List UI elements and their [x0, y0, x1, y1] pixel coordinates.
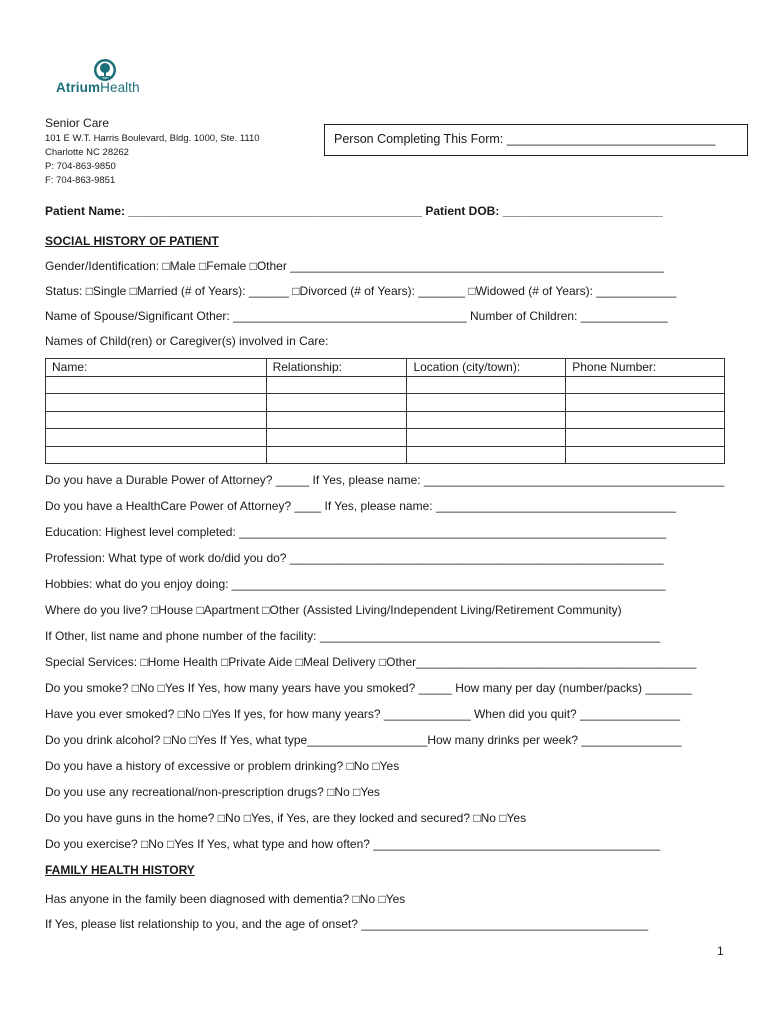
special-services-field[interactable]: Special Services: □Home Health □Private Aide □Meal Delivery □Other__________________________________________	[45, 655, 697, 669]
ever-smoked-field[interactable]: Have you ever smoked? □No □Yes If yes, for how many years? _____________ When did you quit? _______________	[45, 707, 681, 721]
table-row	[46, 429, 725, 447]
logo-brand-bold: Atrium	[56, 80, 101, 95]
atrium-health-logo	[56, 58, 156, 98]
table-cell[interactable]	[266, 376, 407, 394]
education-field[interactable]: Education: Highest level completed: ________________________________________________________________	[45, 525, 667, 539]
marital-status-field[interactable]: Status: □Single □Married (# of Years): ______ □Divorced (# of Years): _______ □Widowed (# of Years): ____________	[45, 284, 677, 298]
table-row	[46, 411, 725, 429]
table-cell[interactable]	[266, 446, 407, 464]
address-line-phone: P: 704-863-9850	[45, 161, 116, 172]
address-line-fax: F: 704-863-9851	[45, 175, 116, 186]
family-history-heading: FAMILY HEALTH HISTORY	[45, 863, 195, 877]
table-row	[46, 394, 725, 412]
column-header-phone: Phone Number:	[566, 359, 725, 377]
table-cell[interactable]	[407, 429, 566, 447]
table-cell[interactable]	[566, 394, 725, 412]
smoke-field[interactable]: Do you smoke? □No □Yes If Yes, how many years have you smoked? _____ How many per day (number/packs) _______	[45, 681, 693, 695]
table-cell[interactable]	[46, 376, 267, 394]
org-name: Senior Care	[45, 116, 110, 130]
table-cell[interactable]	[46, 446, 267, 464]
person-completing-field[interactable]: Person Completing This Form: ______________________________	[334, 132, 716, 146]
table-cell[interactable]	[46, 429, 267, 447]
logo-brand-light: Health	[100, 80, 140, 95]
alcohol-field[interactable]: Do you drink alcohol? □No □Yes If Yes, what type__________________How many drinks per week? _______________	[45, 733, 682, 747]
column-header-location: Location (city/town):	[407, 359, 566, 377]
logo-wordmark	[56, 80, 140, 95]
drugs-field[interactable]: Do you use any recreational/non-prescription drugs? □No □Yes	[45, 785, 380, 799]
table-cell[interactable]	[266, 411, 407, 429]
table-cell[interactable]	[407, 411, 566, 429]
dementia-field[interactable]: Has anyone in the family been diagnosed with dementia? □No □Yes	[45, 892, 406, 906]
table-header-row	[46, 359, 725, 377]
table-row	[46, 376, 725, 394]
dementia-relationship-field[interactable]: If Yes, please list relationship to you, and the age of onset? ___________________________________________	[45, 917, 649, 931]
caregiver-table	[45, 358, 725, 464]
profession-field[interactable]: Profession: What type of work do/did you do? ________________________________________________________	[45, 551, 664, 565]
table-cell[interactable]	[46, 394, 267, 412]
healthcare-poa-field[interactable]: Do you have a HealthCare Power of Attorney? ____ If Yes, please name: ____________________________________	[45, 499, 677, 513]
table-cell[interactable]	[566, 411, 725, 429]
hobbies-field[interactable]: Hobbies: what do you enjoy doing: _________________________________________________________________	[45, 577, 666, 591]
caregivers-label: Names of Child(ren) or Caregiver(s) involved in Care:	[45, 334, 329, 348]
problem-drinking-field[interactable]: Do you have a history of excessive or problem drinking? □No □Yes	[45, 759, 400, 773]
gender-field[interactable]: Gender/Identification: □Male □Female □Other ________________________________________________________	[45, 259, 664, 273]
table-cell[interactable]	[407, 446, 566, 464]
address-line-city: Charlotte NC 28262	[45, 147, 129, 158]
table-cell[interactable]	[407, 376, 566, 394]
column-header-relationship: Relationship:	[266, 359, 407, 377]
exercise-field[interactable]: Do you exercise? □No □Yes If Yes, what type and how often? ___________________________________________	[45, 837, 661, 851]
table-cell[interactable]	[566, 446, 725, 464]
column-header-name: Name:	[46, 359, 267, 377]
durable-poa-field[interactable]: Do you have a Durable Power of Attorney? _____ If Yes, please name: _____________________________________________	[45, 473, 725, 487]
social-history-heading: SOCIAL HISTORY OF PATIENT	[45, 234, 219, 248]
guns-field[interactable]: Do you have guns in the home? □No □Yes, if Yes, are they locked and secured? □No □Yes	[45, 811, 527, 825]
address-line-street: 101 E W.T. Harris Boulevard, Bldg. 1000, Ste. 1110	[45, 133, 260, 144]
table-cell[interactable]	[407, 394, 566, 412]
residence-field[interactable]: Where do you live? □House □Apartment □Other (Assisted Living/Independent Living/Retirement Community)	[45, 603, 622, 617]
page-number: 1	[717, 944, 724, 958]
spouse-children-field[interactable]: Name of Spouse/Significant Other: ___________________________________ Number of Children: _____________	[45, 309, 668, 323]
table-cell[interactable]	[266, 429, 407, 447]
table-cell[interactable]	[566, 376, 725, 394]
table-cell[interactable]	[566, 429, 725, 447]
facility-field[interactable]: If Other, list name and phone number of the facility: ___________________________________________________	[45, 629, 661, 643]
table-cell[interactable]	[266, 394, 407, 412]
table-row	[46, 446, 725, 464]
table-cell[interactable]	[46, 411, 267, 429]
patient-name-dob-field[interactable]: Patient Name: ____________________________________________ Patient DOB: ________________________	[45, 204, 663, 218]
tree-of-life-icon	[93, 58, 117, 82]
